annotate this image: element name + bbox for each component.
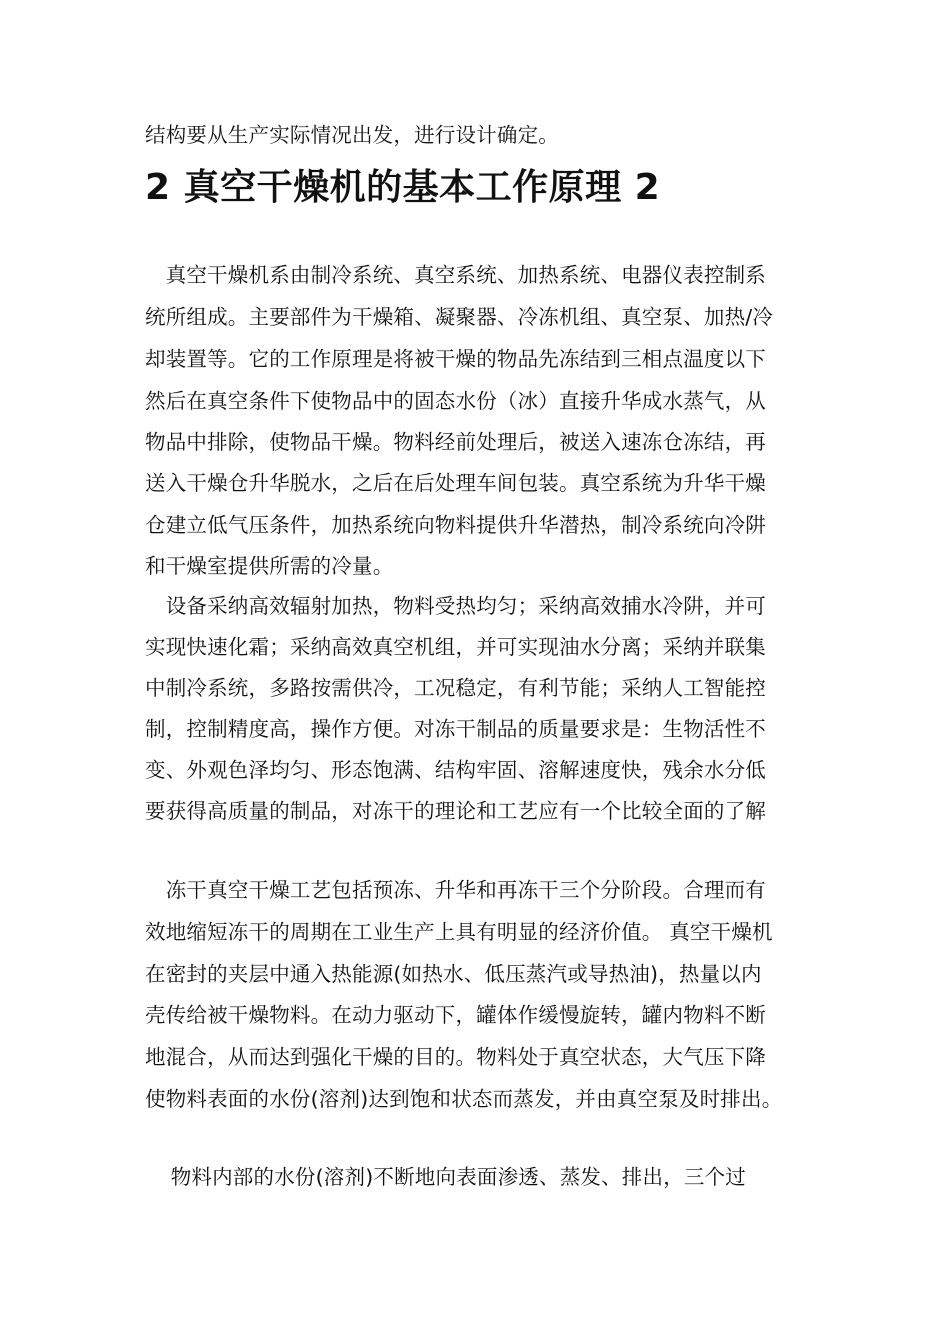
paragraph-line: 和干燥室提供所需的冷量。 [145, 554, 394, 578]
section-heading: 2 真空干燥机的基本工作原理 2 [145, 167, 661, 208]
paragraph-line: 地混合，从而达到强化干燥的目的。物料处于真空状态，大气压下降 [145, 1045, 766, 1069]
paragraph-line: 却装置等。它的工作原理是将被干燥的物品先冻结到三相点温度以下 [145, 347, 766, 371]
paragraph-line: 实现快速化霜；采纳高效真空机组，并可实现油水分离；采纳并联集 [145, 635, 766, 659]
paragraph-line: 设备采纳高效辐射加热，物料受热均匀；采纳高效捕水冷阱，并可 [145, 594, 766, 618]
paragraph-line: 然后在真空条件下使物品中的固态水份（冰）直接升华成水蒸气，从 [145, 389, 766, 413]
paragraph-line: 壳传给被干燥物料。在动力驱动下，罐体作缓慢旋转，罐内物料不断 [145, 1003, 766, 1027]
paragraph-line: 真空干燥机系由制冷系统、真空系统、加热系统、电器仪表控制系 [145, 263, 766, 287]
paragraph-line: 要获得高质量的制品，对冻干的理论和工艺应有一个比较全面的了解 [145, 799, 766, 823]
paragraph-line: 物料内部的水份(溶剂)不断地向表面渗透、蒸发、排出，三个过 [150, 1165, 746, 1189]
paragraph-line: 送入干燥仓升华脱水，之后在后处理车间包装。真空系统为升华干燥 [145, 471, 766, 495]
paragraph-line: 制，控制精度高，操作方便。对冻干制品的质量要求是：生物活性不 [145, 717, 766, 741]
paragraph-line: 效地缩短冻干的周期在工业生产上具有明显的经济价值。 真空干燥机 [145, 920, 773, 944]
intro-line: 结构要从生产实际情况出发，进行设计确定。 [145, 123, 559, 147]
paragraph-line: 中制冷系统，多路按需供冷，工况稳定，有利节能；采纳人工智能控 [145, 676, 766, 700]
paragraph-line: 物品中排除，使物品干燥。物料经前处理后，被送入速冻仓冻结，再 [145, 430, 766, 454]
paragraph-line: 变、外观色泽均匀、形态饱满、结构牢固、溶解速度快，残余水分低 [145, 758, 766, 782]
paragraph-line: 使物料表面的水份(溶剂)达到饱和状态而蒸发，并由真空泵及时排出。 [145, 1087, 783, 1111]
paragraph-line: 冻干真空干燥工艺包括预冻、升华和再冻干三个分阶段。合理而有 [145, 878, 766, 902]
paragraph-line: 在密封的夹层中通入热能源(如热水、低压蒸汽或导热油)，热量以内 [145, 962, 762, 986]
paragraph-line: 统所组成。主要部件为干燥箱、凝聚器、冷冻机组、真空泵、加热/冷 [145, 305, 774, 329]
paragraph-line: 仓建立低气压条件，加热系统向物料提供升华潜热，制冷系统向冷阱 [145, 513, 766, 537]
